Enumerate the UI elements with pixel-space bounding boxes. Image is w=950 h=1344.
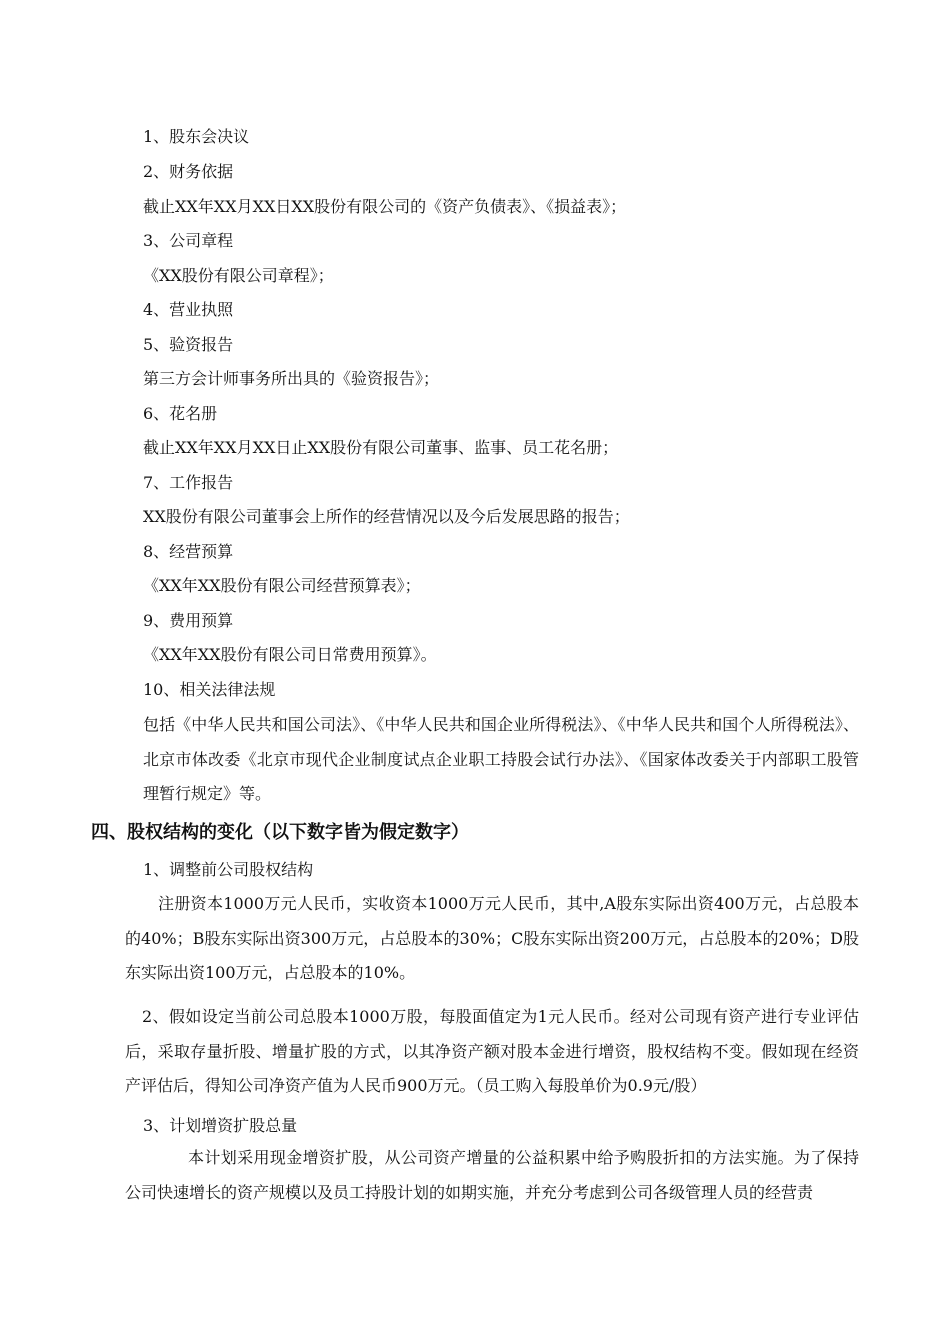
item-8-label: 8、经营预算 — [143, 542, 234, 561]
section-4-sub1: 1、调整前公司股权结构 — [143, 860, 314, 879]
section-4-sub3: 3、计划增资扩股总量 — [143, 1116, 298, 1135]
item-9-label: 9、费用预算 — [143, 611, 234, 630]
item-7-label: 7、工作报告 — [143, 473, 234, 492]
item-8-desc: 《XX年XX股份有限公司经营预算表》； — [143, 576, 421, 595]
section-4-heading: 四、股权结构的变化（以下数字皆为假定数字） — [91, 822, 469, 843]
item-5-label: 5、验资报告 — [143, 335, 234, 354]
item-6-label: 6、花名册 — [143, 404, 218, 423]
item-4-label: 4、营业执照 — [143, 300, 234, 319]
item-9-desc: 《XX年XX股份有限公司日常费用预算》。 — [143, 645, 437, 664]
item-3-label: 3、公司章程 — [143, 231, 234, 250]
item-7-desc: XX股份有限公司董事会上所作的经营情况以及今后发展思路的报告； — [143, 507, 630, 526]
section-4-para3: 本计划采用现金增资扩股，从公司资产增量的公益积累中给予购股折扣的方法实施。为了保持公司快速增长的资产规模以及员工持股计划的如期实施，并充分考虑到公司各级管理人员的经营责 — [125, 1148, 859, 1202]
item-6-desc: 截止XX年XX月XX日止XX股份有限公司董事、监事、员工花名册； — [143, 438, 619, 457]
item-10-desc: 包括《中华人民共和国公司法》、《中华人民共和国企业所得税法》、《中华人民共和国个人所得税法》、北京市体改委《北京市现代企业制度试点企业职工持股会试行办法》、《国家体改委关于内部职工股管理暂行规定》等。 — [143, 715, 859, 803]
item-10-label: 10、相关法律法规 — [143, 680, 276, 699]
item-2-label: 2、财务依据 — [143, 162, 234, 181]
item-5-desc: 第三方会计师事务所出具的《验资报告》； — [143, 369, 440, 388]
section-4-para2: 2、假如设定当前公司总股本1000万股，每股面值定为1元人民币。经对公司现有资产进行专业评估后，采取存量折股、增量扩股的方式，以其净资产额对股本金进行增资，股权结构不变。假如现在经资产评估后，得知公司净资产值为人民币900万元。（员工购入每股单价为0.9元/股） — [125, 1007, 859, 1095]
item-1-label: 1、股东会决议 — [143, 127, 250, 146]
section-4-para1: 注册资本1000万元人民币，实收资本1000万元人民币，其中,A股东实际出资400万元，占总股本的40%；B股东实际出资300万元，占总股本的30%；C股东实际出资200万元，占总股本的20%；D股东实际出资100万元，占总股本的10%。 — [125, 894, 859, 982]
item-2-desc: 截止XX年XX月XX日XX股份有限公司的《资产负债表》、《损益表》； — [143, 197, 627, 216]
item-3-desc: 《XX股份有限公司章程》； — [143, 266, 334, 285]
